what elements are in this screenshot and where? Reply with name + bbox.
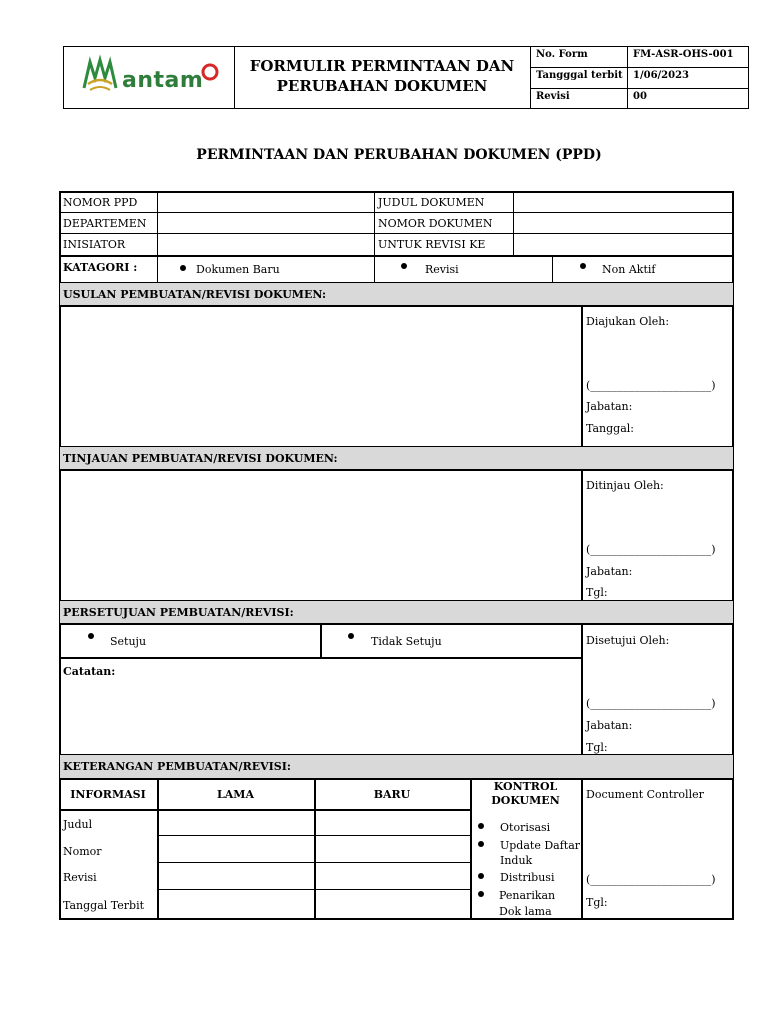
usulan-textarea[interactable] bbox=[61, 308, 579, 444]
col-divider bbox=[320, 623, 322, 657]
option-label: Revisi bbox=[425, 263, 459, 276]
persetujuan-disetujui-oleh: Disetujui Oleh: bbox=[586, 634, 670, 647]
lama-tanggal-field[interactable] bbox=[160, 891, 312, 918]
meta-label-form: No. Form bbox=[536, 49, 588, 60]
meta-label-revisi: Revisi bbox=[536, 91, 570, 102]
kategori-option-revisi[interactable] bbox=[397, 258, 547, 280]
judul-dokumen-field[interactable] bbox=[515, 193, 732, 211]
col-divider bbox=[552, 255, 553, 282]
persetujuan-tidak-setuju-option[interactable] bbox=[344, 628, 544, 652]
col-header-lama: LAMA bbox=[217, 788, 254, 801]
label-inisiator: INISIATOR bbox=[63, 238, 126, 251]
row-divider bbox=[59, 469, 734, 471]
col-divider bbox=[374, 255, 375, 282]
header-divider bbox=[530, 88, 749, 89]
kontrol-item-update-daftar-induk[interactable] bbox=[474, 836, 579, 868]
bullet-icon bbox=[478, 891, 484, 897]
logo-text: antam bbox=[122, 68, 204, 93]
bullet-icon bbox=[88, 633, 94, 639]
kategori-option-non-aktif[interactable] bbox=[576, 258, 726, 280]
row-label-nomor: Nomor bbox=[63, 845, 102, 858]
bullet-icon bbox=[180, 265, 186, 271]
meta-value-form: FM-ASR-OHS-001 bbox=[633, 49, 734, 60]
option-label: Dokumen Baru bbox=[196, 263, 280, 276]
persetujuan-tgl: Tgl: bbox=[586, 741, 608, 754]
option-label: Non Aktif bbox=[602, 263, 656, 276]
tinjauan-heading: TINJAUAN PEMBUATAN/REVISI DOKUMEN: bbox=[63, 452, 338, 465]
col-divider bbox=[581, 469, 583, 600]
tinjauan-jabatan: Jabatan: bbox=[586, 565, 633, 578]
tinjauan-ditinjau-oleh: Ditinjau Oleh: bbox=[586, 479, 664, 492]
kontrol-item-otorisasi[interactable] bbox=[474, 818, 579, 834]
baru-tanggal-field[interactable] bbox=[317, 891, 468, 918]
bullet-icon bbox=[478, 823, 484, 829]
persetujuan-signature-line[interactable]: (______________________) bbox=[586, 697, 716, 710]
usulan-jabatan: Jabatan: bbox=[586, 400, 633, 413]
tinjauan-textarea[interactable] bbox=[61, 472, 579, 598]
col-divider bbox=[581, 305, 583, 446]
kontrol-item-penarikan-dok-lama[interactable] bbox=[474, 886, 579, 918]
row-divider bbox=[59, 255, 734, 257]
baru-revisi-field[interactable] bbox=[317, 864, 468, 888]
catatan-label: Catatan: bbox=[63, 665, 116, 678]
kontrol-label: Induk bbox=[500, 854, 533, 867]
catatan-textarea[interactable] bbox=[61, 680, 579, 752]
usulan-tanggal: Tanggal: bbox=[586, 422, 634, 435]
lama-revisi-field[interactable] bbox=[160, 864, 312, 888]
bullet-icon bbox=[401, 263, 407, 269]
option-label: Tidak Setuju bbox=[371, 635, 442, 648]
bullet-icon bbox=[478, 841, 484, 847]
document-title: PERMINTAAN DAN PERUBAHAN DOKUMEN (PPD) bbox=[196, 147, 602, 163]
persetujuan-setuju-option[interactable] bbox=[84, 628, 284, 652]
col-header-kontrol-1: KONTROL bbox=[493, 780, 558, 793]
row-label-tanggal-terbit: Tanggal Terbit bbox=[63, 899, 145, 912]
persetujuan-heading: PERSETUJUAN PEMBUATAN/REVISI: bbox=[63, 606, 294, 619]
option-label: Setuju bbox=[110, 635, 147, 648]
label-judul-dokumen: JUDUL DOKUMEN bbox=[378, 196, 485, 209]
nomor-ppd-field[interactable] bbox=[159, 193, 373, 211]
kategori-label: KATAGORI : bbox=[63, 261, 138, 274]
kontrol-label: Update Daftar bbox=[500, 839, 581, 852]
nomor-dokumen-field[interactable] bbox=[515, 214, 732, 232]
usulan-diajukan-oleh: Diajukan Oleh: bbox=[586, 315, 670, 328]
row-divider bbox=[59, 657, 581, 659]
row-divider bbox=[59, 305, 734, 307]
col-divider bbox=[374, 191, 375, 255]
kontrol-label: Distribusi bbox=[500, 871, 555, 884]
kontrol-item-distribusi[interactable] bbox=[474, 868, 579, 884]
col-divider bbox=[581, 778, 583, 920]
col-divider bbox=[581, 623, 583, 754]
form-title-line2: PERUBAHAN DOKUMEN bbox=[276, 77, 488, 95]
keterangan-heading: KETERANGAN PEMBUATAN/REVISI: bbox=[63, 760, 291, 773]
baru-judul-field[interactable] bbox=[317, 811, 468, 834]
row-divider bbox=[59, 212, 734, 213]
col-header-kontrol-2: DOKUMEN bbox=[491, 794, 560, 807]
controller-tgl: Tgl: bbox=[586, 896, 608, 909]
meta-value-date: 1/06/2023 bbox=[633, 70, 690, 81]
header-divider bbox=[530, 46, 531, 109]
row-label-revisi: Revisi bbox=[63, 871, 97, 884]
col-divider bbox=[157, 255, 158, 282]
col-divider bbox=[513, 191, 514, 255]
document-controller-label: Document Controller bbox=[586, 788, 704, 801]
label-departemen: DEPARTEMEN bbox=[63, 217, 147, 230]
kontrol-label: Penarikan bbox=[499, 889, 556, 902]
controller-signature-line[interactable]: (______________________) bbox=[586, 873, 716, 886]
header-divider bbox=[627, 46, 628, 109]
row-divider bbox=[59, 233, 734, 234]
persetujuan-jabatan: Jabatan: bbox=[586, 719, 633, 732]
row-divider bbox=[157, 835, 470, 836]
bullet-icon bbox=[580, 263, 586, 269]
label-untuk-revisi: UNTUK REVISI KE bbox=[378, 238, 486, 251]
label-nomor-dokumen: NOMOR DOKUMEN bbox=[378, 217, 493, 230]
untuk-revisi-field[interactable] bbox=[515, 235, 732, 253]
row-divider bbox=[157, 862, 470, 863]
meta-value-revisi: 00 bbox=[633, 91, 647, 102]
col-header-baru: BARU bbox=[373, 788, 411, 801]
lama-judul-field[interactable] bbox=[160, 811, 312, 834]
company-logo bbox=[80, 54, 225, 98]
kontrol-label: Otorisasi bbox=[500, 821, 551, 834]
inisiator-field[interactable] bbox=[159, 235, 373, 253]
col-header-informasi: INFORMASI bbox=[70, 788, 146, 801]
meta-label-date: Tangggal terbit bbox=[536, 70, 623, 81]
bullet-icon bbox=[478, 873, 484, 879]
lama-nomor-field[interactable] bbox=[160, 837, 312, 861]
kontrol-label: Dok lama bbox=[499, 905, 552, 918]
usulan-signature-line[interactable]: (______________________) bbox=[586, 379, 716, 392]
tinjauan-signature-line[interactable]: (______________________) bbox=[586, 543, 716, 556]
usulan-heading: USULAN PEMBUATAN/REVISI DOKUMEN: bbox=[63, 288, 327, 301]
row-divider bbox=[59, 623, 734, 625]
row-divider bbox=[59, 778, 734, 780]
bullet-icon bbox=[348, 633, 354, 639]
header-divider bbox=[530, 67, 749, 68]
row-divider bbox=[157, 889, 470, 890]
form-title-line1: FORMULIR PERMINTAAN DAN bbox=[249, 57, 515, 75]
kategori-option-dokumen-baru[interactable] bbox=[176, 258, 366, 280]
label-nomor-ppd: NOMOR PPD bbox=[63, 196, 138, 209]
baru-nomor-field[interactable] bbox=[317, 837, 468, 861]
col-divider bbox=[157, 191, 158, 255]
tinjauan-tgl: Tgl: bbox=[586, 586, 608, 599]
row-label-judul: Judul bbox=[63, 818, 93, 831]
departemen-field[interactable] bbox=[159, 214, 373, 232]
